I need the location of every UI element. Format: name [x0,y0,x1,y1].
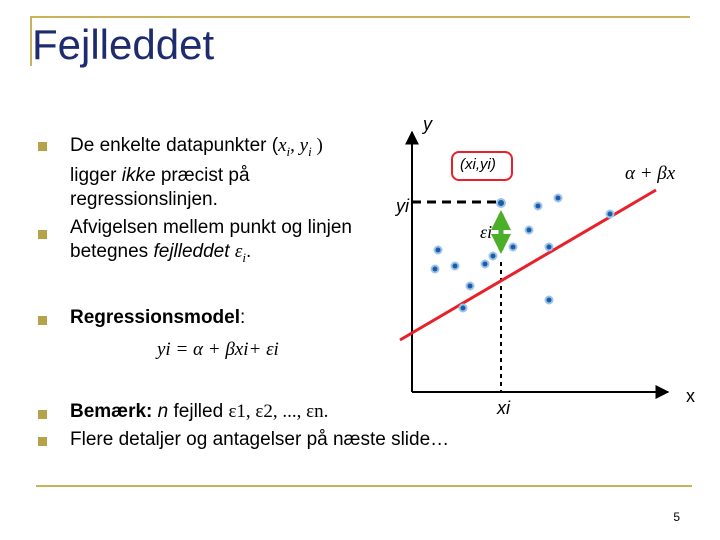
page-number: 5 [673,510,680,524]
data-point [555,195,562,202]
emphasis: fejlleddet [153,241,235,262]
data-point [510,244,517,251]
text: De enkelte datapunkter ( [70,135,279,156]
data-point [535,203,542,210]
emphasis: n [152,401,169,422]
model-formula: yi = α + βxi+ εi [157,339,279,360]
highlighted-data-point [497,199,505,207]
xi-label: xi [497,398,510,418]
y-axis-label: y [423,114,432,134]
data-points [432,195,614,312]
data-point [482,261,489,268]
math-sub: i [308,143,312,159]
data-point [546,244,553,251]
emphasis: ikke [121,164,156,186]
regression-line-label: α + βx [625,163,676,184]
math-y: y [299,135,309,156]
x-axis-label: x [686,386,695,406]
text: ) [311,135,323,156]
model-label: Regressionsmodel [70,307,240,328]
math-x: x [278,135,287,156]
text: : [240,307,246,328]
yi-label: yi [396,196,409,216]
data-point [546,297,553,304]
note-label: Bemærk: [70,401,153,422]
bullet-line: Afvigelsen mellem punkt og linjen [70,217,352,238]
data-point [526,227,533,234]
text: betegnes [70,241,154,262]
footer-rule [36,485,692,487]
math-sub: i [286,143,291,159]
math-sub: i [242,249,246,265]
data-point [490,253,497,260]
text: fejlled [168,401,229,422]
data-point [432,266,439,273]
data-point [452,263,459,270]
math-epsilon: ε [234,241,243,262]
text: præcist på [155,164,250,186]
data-point [607,211,614,218]
text: , [290,135,300,156]
epsilon-list: ε1, ε2, ..., εn. [228,401,329,422]
bullet-line: regressionslinjen. [70,188,218,210]
epsilon-label: εi [480,222,493,242]
bullet-next-slide: Flere detaljer og antagelser på næste slide… [70,429,450,450]
data-point [435,247,442,254]
page-title: Fejlleddet [32,21,215,68]
text: ligger [70,164,122,186]
point-label: (xi,yi) [460,156,496,173]
text: . [245,241,252,262]
data-point [460,305,467,312]
data-point [467,283,474,290]
regression-line [400,190,656,340]
